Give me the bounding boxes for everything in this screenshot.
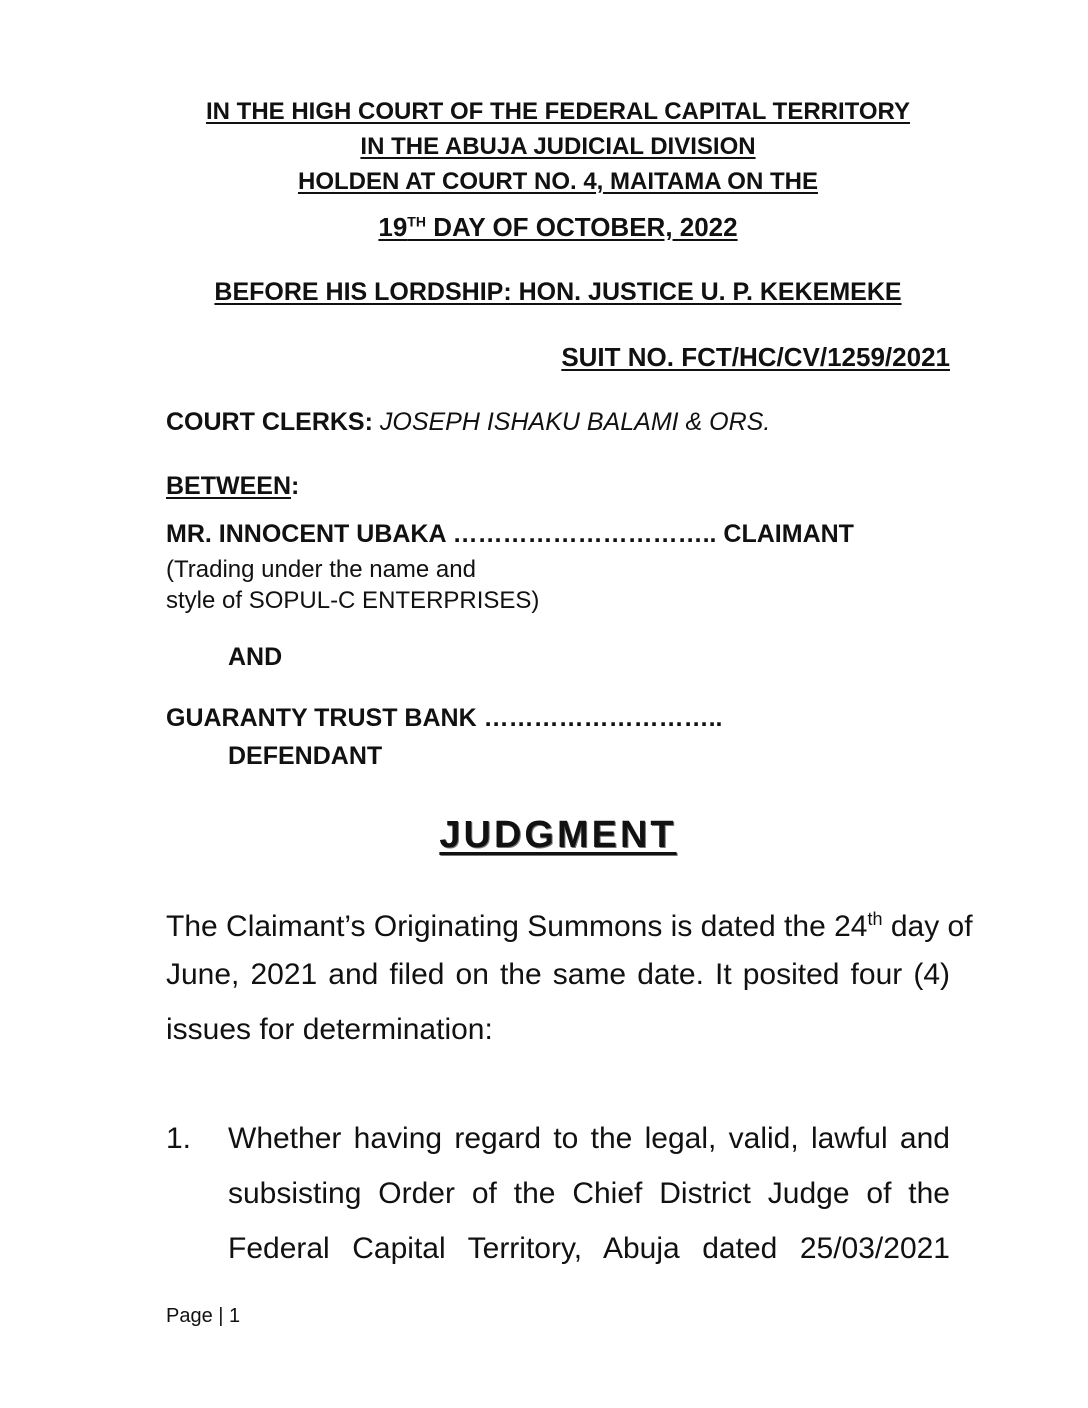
claimant-dots: …………………………..: [445, 520, 724, 548]
issue-number: 1.: [166, 1122, 192, 1155]
intro-line1-post: day of: [882, 910, 973, 943]
page-footer: [166, 1305, 240, 1328]
court-title-line: IN THE HIGH COURT OF THE FEDERAL CAPITAL TERRITORY: [205, 98, 910, 125]
date-day: 19: [378, 212, 408, 242]
between-label: BETWEEN: [166, 472, 291, 500]
claimant-role: CLAIMANT: [723, 520, 854, 548]
defendant-role: DEFENDANT: [228, 742, 383, 770]
holden-line: HOLDEN AT COURT NO. 4, MAITAMA ON THE: [298, 168, 818, 195]
intro-line-2: June, 2021 and filed on the same date. It posited four (4): [166, 958, 950, 991]
date-suffix: TH: [407, 213, 426, 230]
division-line: IN THE ABUJA JUDICIAL DIVISION: [360, 133, 756, 160]
claimant-note-line1: (Trading under the name and: [166, 556, 476, 583]
defendant-line: [166, 704, 723, 733]
issue-line-2: subsisting Order of the Chief District Judge of the: [228, 1177, 950, 1210]
claimant-line: [166, 520, 854, 549]
between-colon: :: [291, 472, 300, 500]
issue-line-3: Federal Capital Territory, Abuja dated 25/03/2021: [228, 1232, 950, 1265]
page-number: 1: [229, 1305, 241, 1327]
intro-line1-sup: th: [867, 909, 883, 929]
claimant-name: MR. INNOCENT UBAKA: [166, 520, 446, 548]
claimant-note-line2: style of SOPUL-C ENTERPRISES): [166, 587, 540, 614]
issue-line-1: Whether having regard to the legal, valid, lawful and: [228, 1122, 950, 1155]
intro-line-3: issues for determination:: [166, 1013, 493, 1046]
court-clerks-value: JOSEPH ISHAKU BALAMI & ORS.: [379, 408, 771, 436]
page-label: Page |: [166, 1305, 224, 1327]
hearing-date: [0, 212, 1088, 243]
and-label: AND: [228, 643, 283, 671]
intro-line-1: [166, 892, 973, 954]
court-clerks-label: COURT CLERKS:: [166, 408, 373, 436]
defendant-name: GUARANTY TRUST BANK: [166, 704, 477, 732]
suit-number: SUIT NO. FCT/HC/CV/1259/2021: [561, 342, 950, 372]
defendant-dots: ………………………..: [476, 704, 723, 732]
court-clerks: [166, 408, 770, 437]
judgment-title: JUDGMENT: [439, 814, 677, 856]
before-judge-line: BEFORE HIS LORDSHIP: HON. JUSTICE U. P. KEKEMEKE: [214, 278, 902, 306]
intro-line1-pre: The Claimant’s Originating Summons is dated the 24: [166, 910, 868, 943]
between-heading: [166, 472, 299, 501]
date-rest: DAY OF OCTOBER, 2022: [425, 212, 738, 242]
